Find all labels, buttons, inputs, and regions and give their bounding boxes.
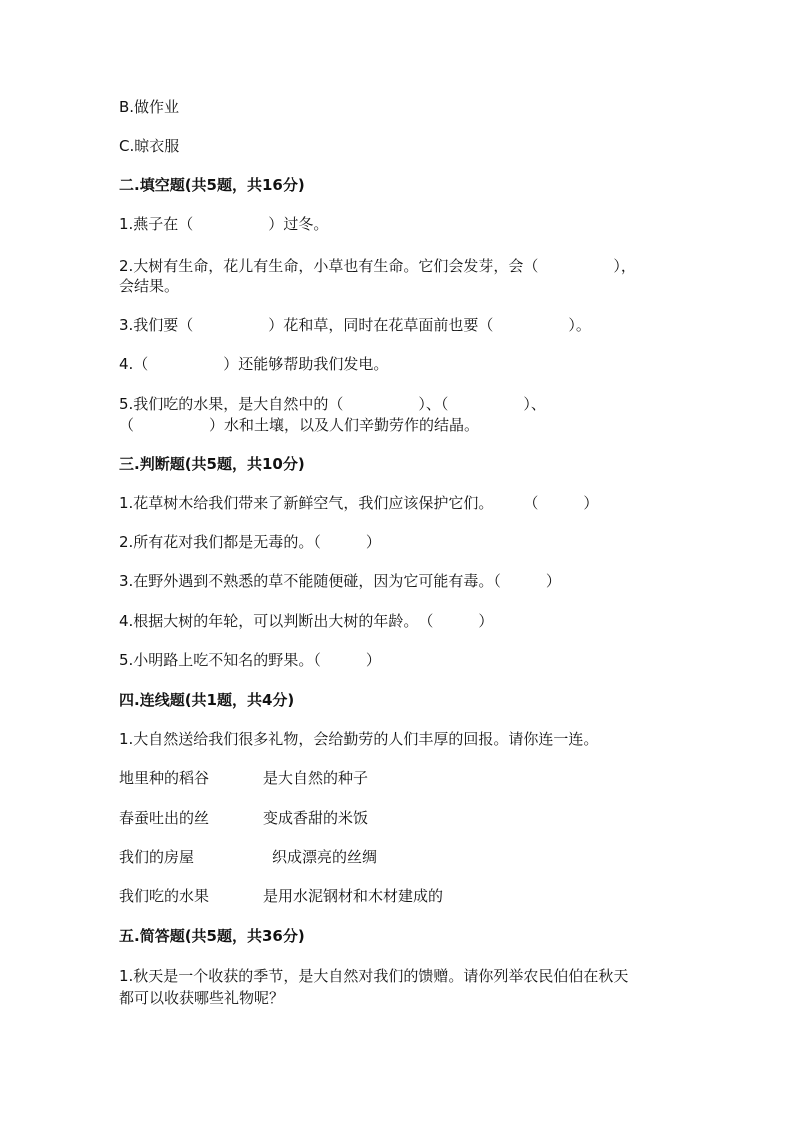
matching-question-1: 1.大自然送给我们很多礼物，会给勤劳的人们丰厚的回报。请你连一连。: [119, 730, 599, 748]
option-b: B.做作业: [119, 98, 180, 116]
judge-question-3: 3.在野外遇到不熟悉的草不能随便碰，因为它可能有毒。（ ）: [119, 572, 561, 590]
short-answer-question-1-line-2: 都可以收获哪些礼物呢？: [119, 989, 285, 1007]
fill-question-5-line-1: 5.我们吃的水果，是大自然中的（ ）、（ ）、: [119, 395, 546, 413]
matching-left-item: 春蚕吐出的丝: [119, 809, 210, 827]
short-answer-question-1-line-1: 1.秋天是一个收获的季节，是大自然对我们的馈赠。请你列举农民伯伯在秋天: [119, 967, 629, 985]
option-c: C.晾衣服: [119, 137, 180, 155]
fill-question-1: 1.燕子在（ ）过冬。: [119, 215, 329, 233]
matching-right-item: 是大自然的种子: [263, 769, 369, 787]
matching-left-item: 我们的房屋: [119, 848, 195, 866]
fill-question-4: 4.（ ）还能够帮助我们发电。: [119, 355, 389, 373]
fill-question-2-line-1: 2.大树有生命，花儿有生命，小草也有生命。它们会发芽，会（ ），: [119, 257, 636, 275]
matching-right-item: 织成漂亮的丝绸: [272, 848, 378, 866]
judge-question-1: 1.花草树木给我们带来了新鲜空气，我们应该保护它们。 （ ）: [119, 494, 599, 512]
judge-question-4: 4.根据大树的年轮，可以判断出大树的年龄。 （ ）: [119, 612, 494, 630]
fill-question-3: 3.我们要（ ）花和草，同时在花草面前也要（ ）。: [119, 316, 591, 334]
matching-right-item: 变成香甜的米饭: [263, 809, 369, 827]
section-title-true-false: 三.判断题(共5题，共10分): [119, 455, 305, 473]
judge-question-5: 5.小明路上吃不知名的野果。（ ）: [119, 651, 381, 669]
fill-question-2-line-2: 会结果。: [119, 277, 180, 295]
fill-question-5-line-2: （ ）水和土壤，以及人们辛勤劳作的结晶。: [119, 416, 480, 434]
matching-right-item: 是用水泥钢材和木材建成的: [263, 887, 444, 905]
matching-left-item: 地里种的稻谷: [119, 769, 210, 787]
section-title-matching: 四.连线题(共1题，共4分): [119, 691, 295, 709]
matching-left-item: 我们吃的水果: [119, 887, 210, 905]
section-title-fill-in: 二.填空题(共5题，共16分): [119, 176, 305, 194]
judge-question-2: 2.所有花对我们都是无毒的。（ ）: [119, 533, 381, 551]
section-title-short-answer: 五.简答题(共5题，共36分): [119, 927, 305, 945]
